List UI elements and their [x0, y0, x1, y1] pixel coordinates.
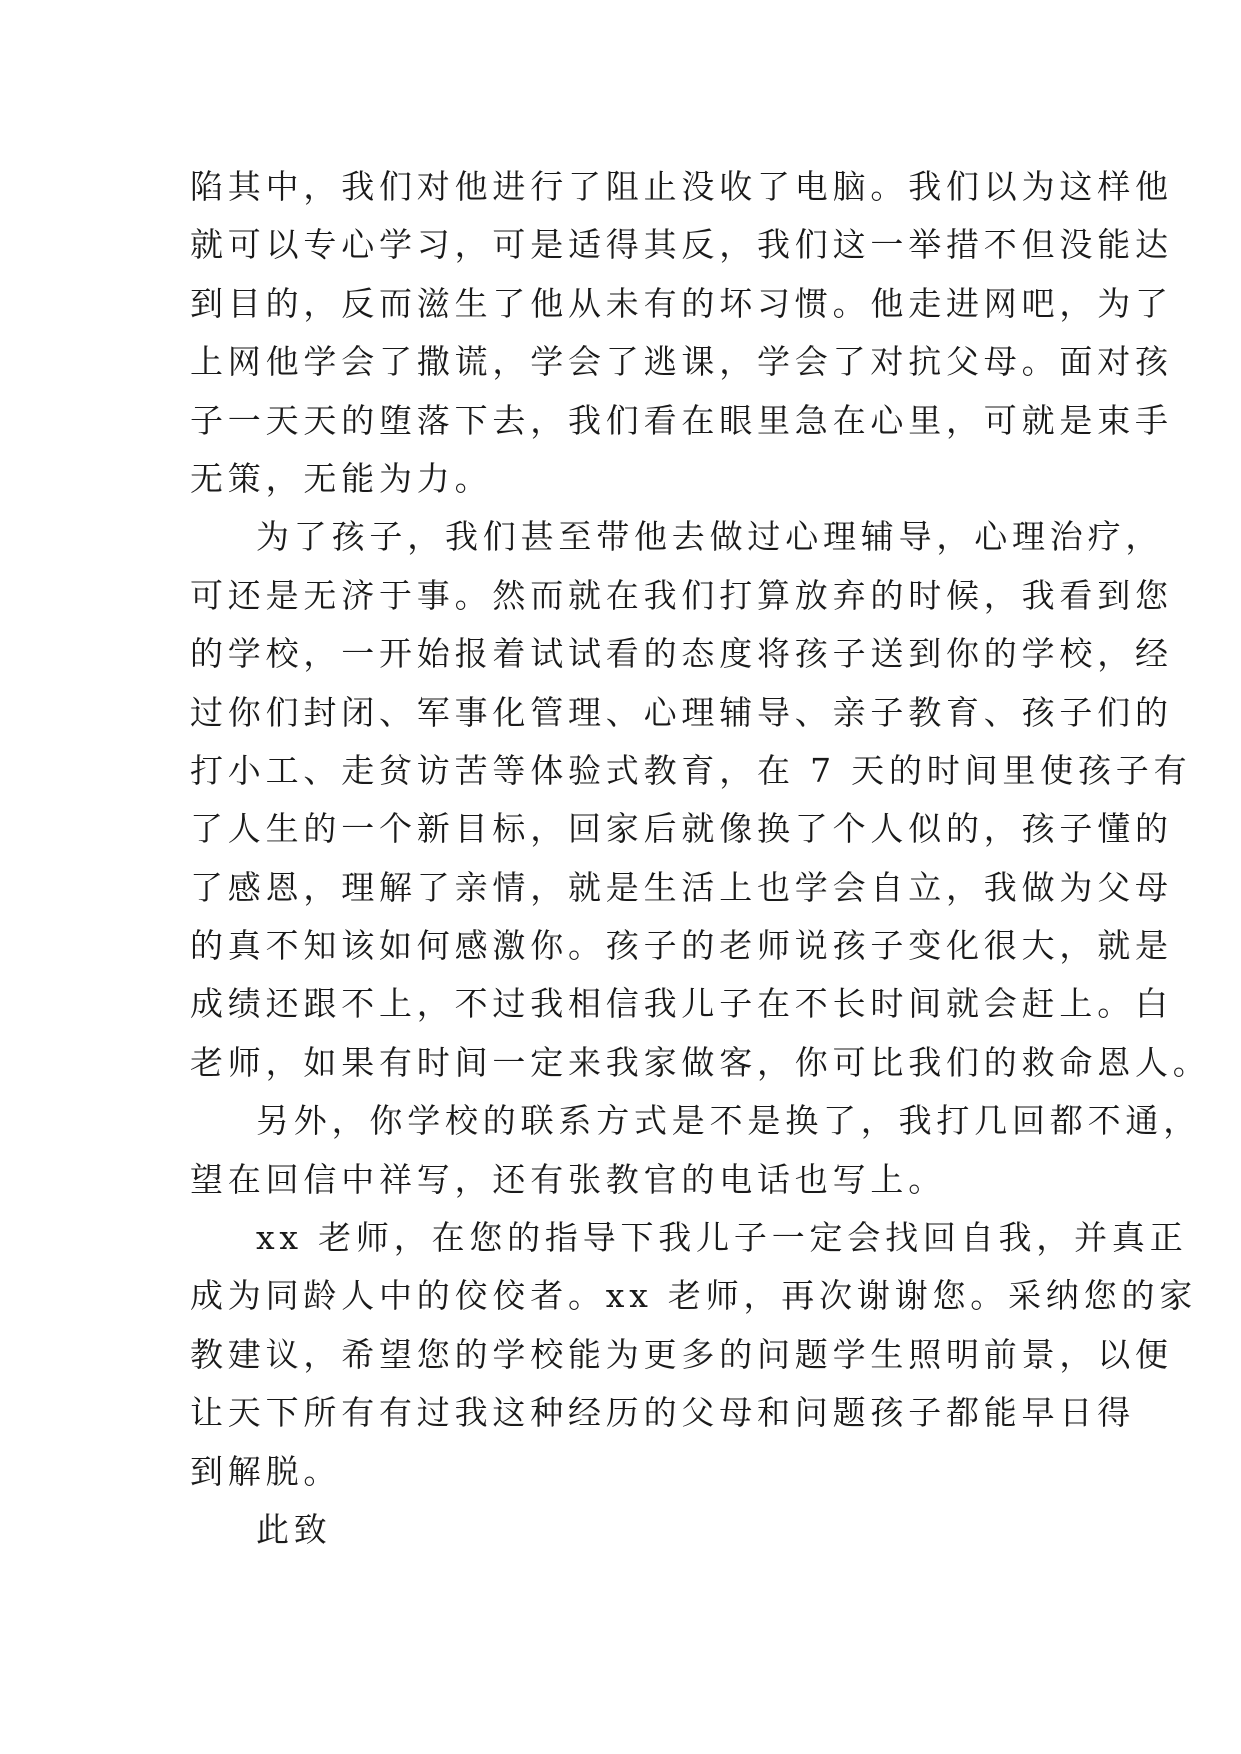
text-line: 成绩还跟不上，不过我相信我儿子在不长时间就会赶上。白 [190, 984, 1173, 1024]
text-line: 就可以专心学习，可是适得其反，我们这一举措不但没能达 [190, 225, 1173, 265]
text-line: xx 老师，在您的指导下我儿子一定会找回自我，并真正 [256, 1218, 1188, 1258]
text-line: 的真不知该如何感激你。孩子的老师说孩子变化很大，就是 [190, 926, 1173, 966]
letter-body [190, 158, 1211, 1559]
text-line: 成为同龄人中的佼佼者。xx 老师，再次谢谢您。采纳您的家 [190, 1276, 1198, 1316]
text-line: 教建议，希望您的学校能为更多的问题学生照明前景，以便 [190, 1334, 1173, 1374]
text-line: 子一天天的堕落下去，我们看在眼里急在心里，可就是束手 [190, 400, 1173, 440]
closing-salutation: 此致 [256, 1509, 332, 1549]
text-line: 了感恩，理解了亲情，就是生活上也学会自立，我做为父母 [190, 867, 1173, 907]
text-line: 打小工、走贫访苦等体验式教育，在 7 天的时间里使孩子有 [190, 750, 1192, 790]
text-line: 陷其中，我们对他进行了阻止没收了电脑。我们以为这样他 [190, 167, 1173, 206]
text-line: 上网他学会了撒谎，学会了逃课，学会了对抗父母。面对孩 [190, 342, 1173, 382]
text-line: 过你们封闭、军事化管理、心理辅导、亲子教育、孩子们的 [190, 692, 1173, 732]
text-line: 无策，无能为力。 [190, 458, 493, 498]
text-line: 可还是无济于事。然而就在我们打算放弃的时候，我看到您 [190, 575, 1173, 615]
text-line: 到目的，反而滋生了他从未有的坏习惯。他走进网吧，为了 [190, 283, 1173, 323]
text-line: 到解脱。 [190, 1451, 342, 1491]
text-line: 望在回信中祥写，还有张教官的电话也写上。 [190, 1159, 946, 1199]
text-line: 另外，你学校的联系方式是不是换了，我打几回都不通， [256, 1101, 1201, 1141]
text-line: 老师，如果有时间一定来我家做客，你可比我们的救命恩人。 [190, 1042, 1211, 1082]
text-line: 了人生的一个新目标，回家后就像换了个人似的，孩子懂的 [190, 809, 1173, 849]
text-line: 让天下所有有过我这种经历的父母和问题孩子都能早日得 [190, 1393, 1135, 1433]
text-line: 的学校，一开始报着试试看的态度将孩子送到你的学校，经 [190, 634, 1173, 674]
text-line: 为了孩子，我们甚至带他去做过心理辅导，心理治疗， [256, 517, 1164, 557]
